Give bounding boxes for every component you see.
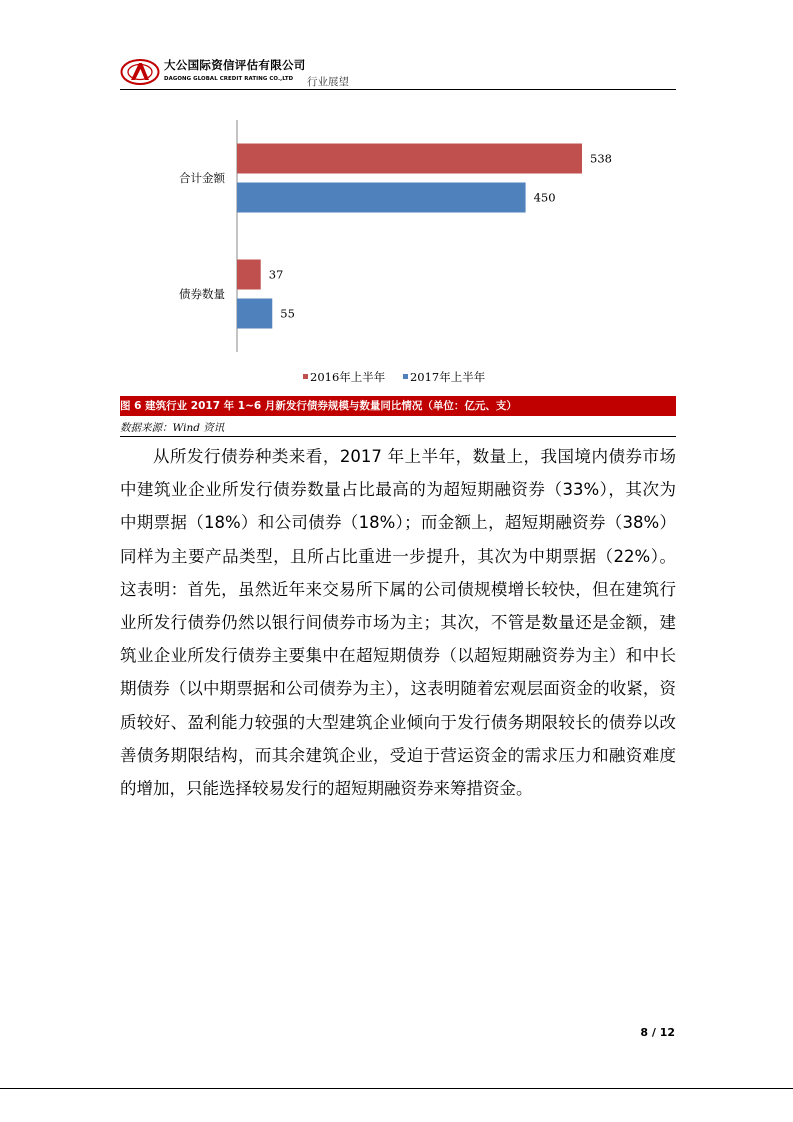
data-label: 55 — [280, 306, 295, 321]
dagong-logo-icon — [120, 58, 160, 86]
legend-label-2016: 2016年上半年 — [310, 369, 386, 384]
bar — [237, 183, 526, 213]
body-paragraph: 从所发行债券种类来看，2017 年上半年，数量上，我国境内债券市场中建筑业企业所发行债券数量占比最高的为超短期融资券（33%），其次为中期票据（18%）和公司债券（18%）；而金额上，超短期融资券（38%）同样为主要产品类型，且所占比重进一步提升，其次为中期票据（22%）。这表明：首先，虽然近年来交易所下属的公司债规模增长较快，但在建筑行业所发行债券仍然以银行间债券市场为主；其次，不管是数量还是金额，建筑业企业所发行债券主要集中在超短期债券（以超短期融资券为主）和中长期债券（以中期票据和公司债券为主），这表明随着宏观层面资金的收紧，资质较好、盈利能力较强的大型建筑企业倾向于发行债务期限较长的债券以改善债务期限结构，而其余建筑企业，受迫于营运资金的需求压力和融资难度的增加，只能选择较易发行的超短期融资券来筹措资金。 — [120, 447, 676, 799]
data-label: 37 — [268, 267, 284, 282]
category-label: 债券数量 — [179, 287, 225, 301]
page-header — [120, 56, 676, 90]
bar — [237, 144, 582, 174]
figure-caption-text: 图 6 建筑行业 2017 年 1~6 月新发行债券规模与数量同比情况（单位：亿元、支） — [120, 400, 517, 412]
legend-swatch-2016 — [303, 374, 308, 379]
header-divider — [120, 89, 676, 90]
page-number: 8 / 12 — [640, 1026, 675, 1039]
body-text — [120, 440, 676, 805]
bar-chart — [120, 110, 676, 395]
figure-caption — [120, 396, 676, 416]
section-title: 行业展望 — [307, 76, 349, 88]
bar — [237, 299, 272, 329]
source-divider — [120, 436, 676, 437]
category-label: 合计金额 — [179, 171, 225, 185]
legend-swatch-2017 — [403, 374, 408, 379]
chart-legend — [303, 368, 499, 385]
footer-divider — [0, 1088, 793, 1089]
bar — [237, 260, 261, 290]
legend-label-2017: 2017年上半年 — [409, 369, 486, 384]
figure-source: 数据来源：Wind 资讯 — [120, 422, 225, 434]
data-label: 538 — [590, 151, 612, 166]
company-name-cn: 大公国际资信评估有限公司 — [164, 58, 306, 72]
chart-svg — [120, 110, 676, 360]
legend-item-2016 — [303, 369, 385, 385]
data-label: 450 — [533, 190, 556, 205]
company-name-en: DAGONG GLOBAL CREDIT RATING CO.,LTD — [164, 76, 294, 82]
legend-item-2017 — [403, 369, 485, 385]
